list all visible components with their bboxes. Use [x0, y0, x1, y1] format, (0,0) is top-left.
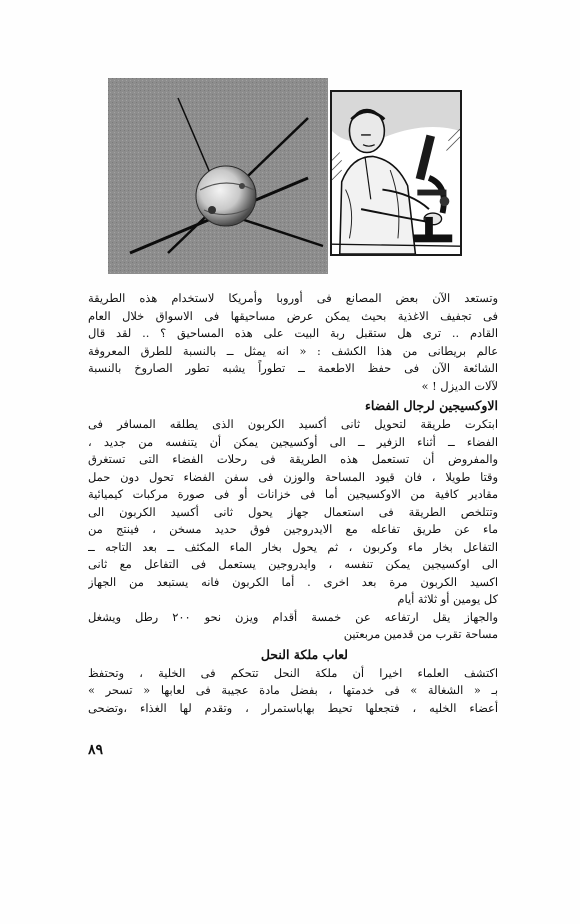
- text-line: ابتكرت طريقة لتحويل ثانى أكسيد الكربون الذى يطلقه المسافر فى: [88, 417, 498, 431]
- satellite-icon: [108, 78, 328, 274]
- text-line: أعضاء الخليه ، فتجعلها تحيط بهاباستمرار ، وتقدم لها الغذاء ،وتضحى: [88, 700, 498, 715]
- text-line: وتستعد الآن بعض المصانع فى أوروبا وأمريكا لاستخدام هذه الطريقة: [88, 291, 498, 305]
- section-heading-bee-queen: لعاب ملكة النحل: [260, 646, 348, 662]
- text-line: اكتشف العلماء اخيرا أن ملكة النحل تتحكم فى الخلية ، وتحتفظ: [88, 665, 498, 680]
- satellite-illustration: [108, 78, 328, 274]
- text-line: مقادير كافية من الاوكسيجين أما فى خزانات أو فى صورة مركبات كيميائية: [88, 487, 498, 501]
- scientist-illustration: [330, 90, 462, 256]
- article-text: [88, 290, 498, 717]
- page-number: ٨٩: [88, 742, 104, 758]
- paragraph-device: [88, 609, 498, 644]
- text-line: والمفروض أن تستعمل هذه الطريقة فى رحلات الفضاء التى تستغرق: [88, 452, 498, 466]
- text-line: الى اوكسيجين يمكن تنفسه ، وايدروجين يستعمل فى التفاعل مع ثانى: [88, 557, 498, 571]
- text-line: الفضاء ــ أثناء الزفير ــ الى أوكسيجين يمكن أن يتنفسه من جديد ،: [88, 434, 498, 449]
- paragraph-drying-food: [88, 290, 498, 395]
- section-heading-oxygen: الاوكسيجين لرجال الفضاء: [364, 398, 498, 413]
- text-line: القادم .. ترى هل ستقبل ربة البيت على هذه المساحيق ؟ .. لقد قال: [88, 326, 498, 340]
- text-line: مساحة تقرب من قدمين مربعتين: [343, 627, 498, 641]
- text-line: وقتا طويلا ، فان قيود المساحة والوزن فى سفن الفضاء تحول دون حمل: [88, 469, 498, 484]
- text-line: ماء عن طريق تفاعله مع الايدروجين فوق حديد مسخن ، فينتج من: [88, 522, 498, 536]
- text-line: فى تجفيف الاغذية بحيث يمكن عرض مساحيقها فى الاسواق خلال العام: [88, 308, 498, 323]
- text-line: كل يومين أو ثلاثة أيام: [397, 592, 498, 606]
- text-line: الشائعة الآن فى حفظ الاطعمة ــ تطوراً يشبه تطور الصاروخ بالنسبة: [88, 361, 498, 375]
- text-line: لآلات الديزل ! »: [421, 378, 498, 393]
- text-line: عالم بريطانى من هذا الكشف : « انه يمثل ــ بالنسبة للطرق المعروفة: [88, 343, 498, 358]
- text-line: وتتلخص الطريقة فى استعمال جهاز يحول ثانى أكسيد الكربون الى: [88, 504, 498, 519]
- text-line: بـ « الشغالة » فى خدمتها ، بفضل مادة عجيبة فى لعابها « تسحر »: [88, 683, 498, 697]
- paragraph-oxygen: [88, 416, 498, 609]
- text-line: والجهاز يقل ارتفاعه عن خمسة أقدام ويزن نحو ٢٠٠ رطل ويشغل: [88, 609, 498, 624]
- scientist-microscope-icon: [332, 92, 460, 254]
- text-line: اكسيد الكربون مرة بعد اخرى . أما الكربون فانه يستبعد من الجهاز: [88, 574, 498, 589]
- text-line: التفاعل بخار ماء وكربون ، ثم يحول بخار الماء المكثف ــ بعد التاجه ــ: [88, 539, 498, 554]
- paragraph-bee-queen: [88, 665, 498, 718]
